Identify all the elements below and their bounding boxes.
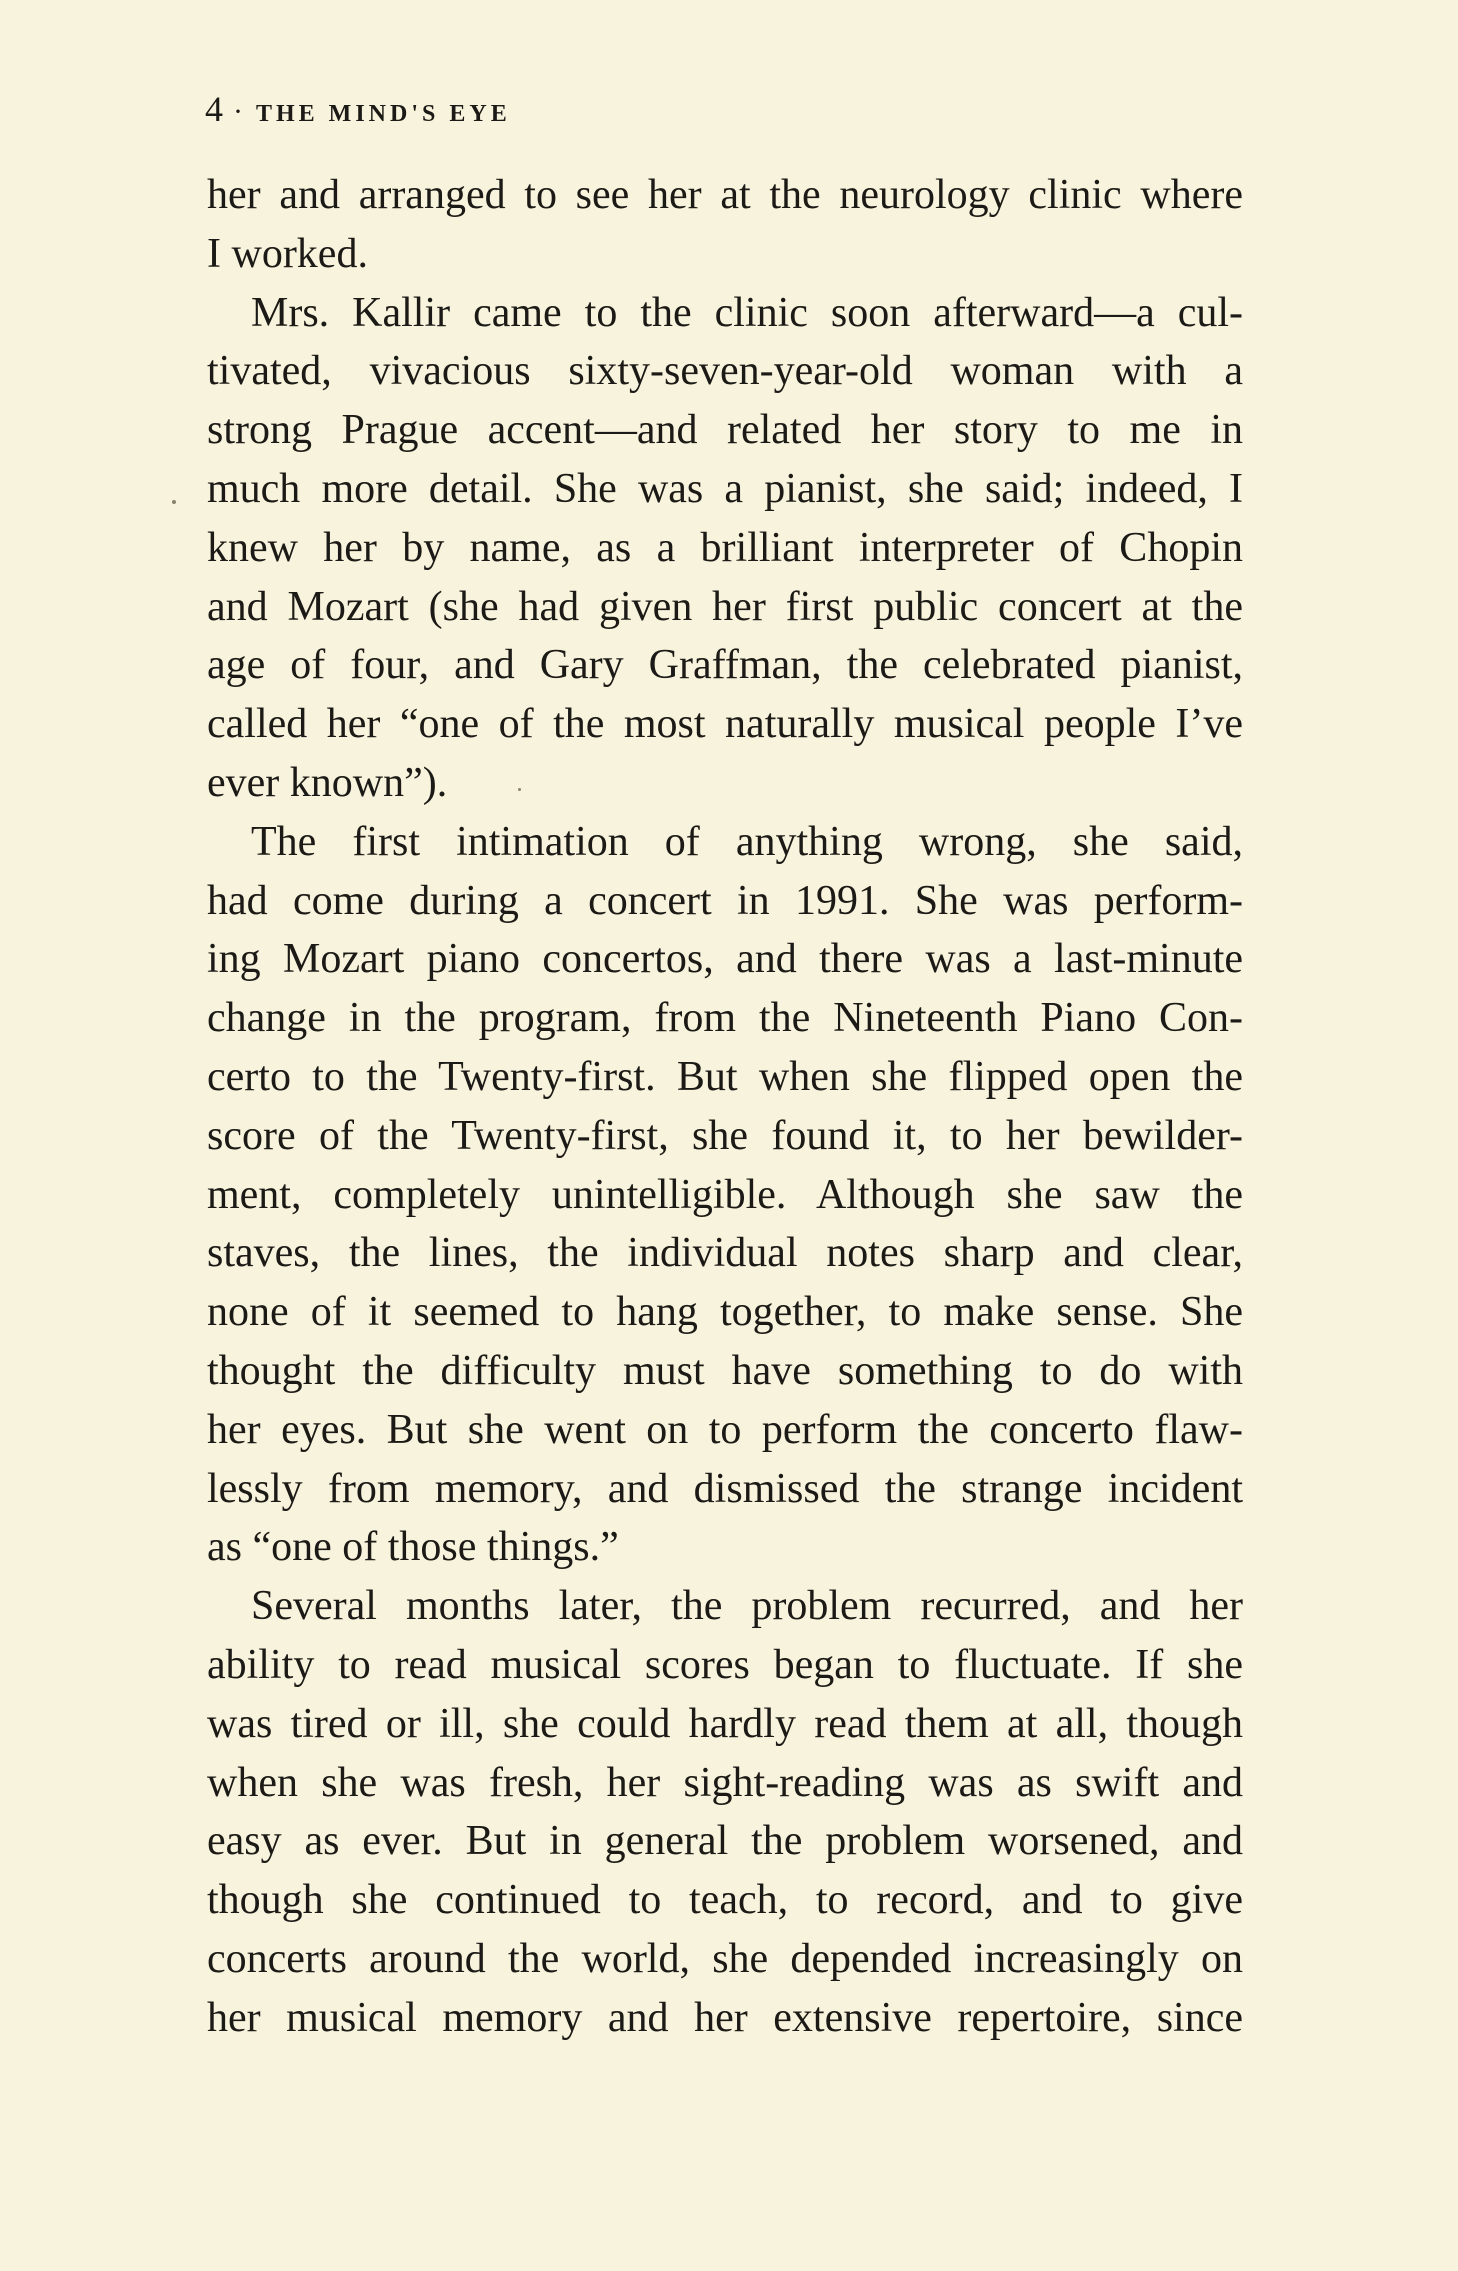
text-line: tivated, vivacious sixty-seven-year-old woman with a — [207, 348, 1243, 395]
text-line: her and arranged to see her at the neurology clinic where — [207, 172, 1243, 218]
text-line: knew her by name, as a brilliant interpreter of Chopin — [207, 524, 1243, 571]
text-line: and Mozart (she had given her first public concert at the — [207, 583, 1243, 630]
text-line: her musical memory and her extensive repertoire, since — [207, 1994, 1243, 2041]
text-line: I worked. — [207, 230, 368, 277]
text-line: ability to read musical scores began to fluctuate. If she — [207, 1641, 1243, 1688]
book-title: THE MIND'S EYE — [256, 101, 511, 127]
body-text — [207, 166, 1243, 2048]
text-line: change in the program, from the Nineteenth Piano Con- — [207, 995, 1243, 1042]
text-line: The first intimation of anything wrong, she said, — [251, 818, 1243, 865]
text-line: lessly from memory, and dismissed the strange incident — [207, 1465, 1243, 1512]
text-line: ever known”). — [207, 759, 448, 806]
text-line: as “one of those things.” — [207, 1524, 619, 1571]
text-line: score of the Twenty-first, she found it, to her bewilder- — [207, 1112, 1243, 1159]
text-line: Several months later, the problem recurred, and her — [251, 1583, 1243, 1630]
running-head — [205, 88, 511, 130]
text-line: strong Prague accent—and related her story to me in — [207, 407, 1243, 454]
text-line: thought the difficulty must have something to do with — [207, 1347, 1243, 1394]
text-line: when she was fresh, her sight-reading was as swift and — [207, 1759, 1243, 1806]
text-line: easy as ever. But in general the problem worsened, and — [207, 1818, 1243, 1865]
text-line: staves, the lines, the individual notes sharp and clear, — [207, 1230, 1243, 1277]
paper-speck — [518, 788, 521, 791]
paper-speck — [172, 500, 176, 504]
text-line: concerts around the world, she depended increasingly on — [207, 1935, 1243, 1982]
text-line: Mrs. Kallir came to the clinic soon afterward—a cul- — [251, 289, 1243, 336]
running-head-separator: · — [233, 95, 246, 128]
text-line: called her “one of the most naturally musical people I’ve — [207, 701, 1243, 748]
text-line: was tired or ill, she could hardly read them at all, though — [207, 1700, 1243, 1747]
text-line: had come during a concert in 1991. She was perform- — [207, 877, 1243, 924]
text-line: much more detail. She was a pianist, she said; indeed, I — [207, 465, 1243, 512]
page-number: 4 — [205, 89, 223, 129]
text-line: ment, completely unintelligible. Although she saw the — [207, 1171, 1243, 1218]
text-line: though she continued to teach, to record, and to give — [207, 1877, 1243, 1924]
text-line: certo to the Twenty-first. But when she flipped open the — [207, 1053, 1243, 1100]
text-line: none of it seemed to hang together, to make sense. She — [207, 1289, 1243, 1336]
text-line: ing Mozart piano concertos, and there was a last-minute — [207, 936, 1243, 983]
text-line: her eyes. But she went on to perform the concerto flaw- — [207, 1406, 1243, 1453]
text-line: age of four, and Gary Graffman, the celebrated pianist, — [207, 642, 1243, 689]
